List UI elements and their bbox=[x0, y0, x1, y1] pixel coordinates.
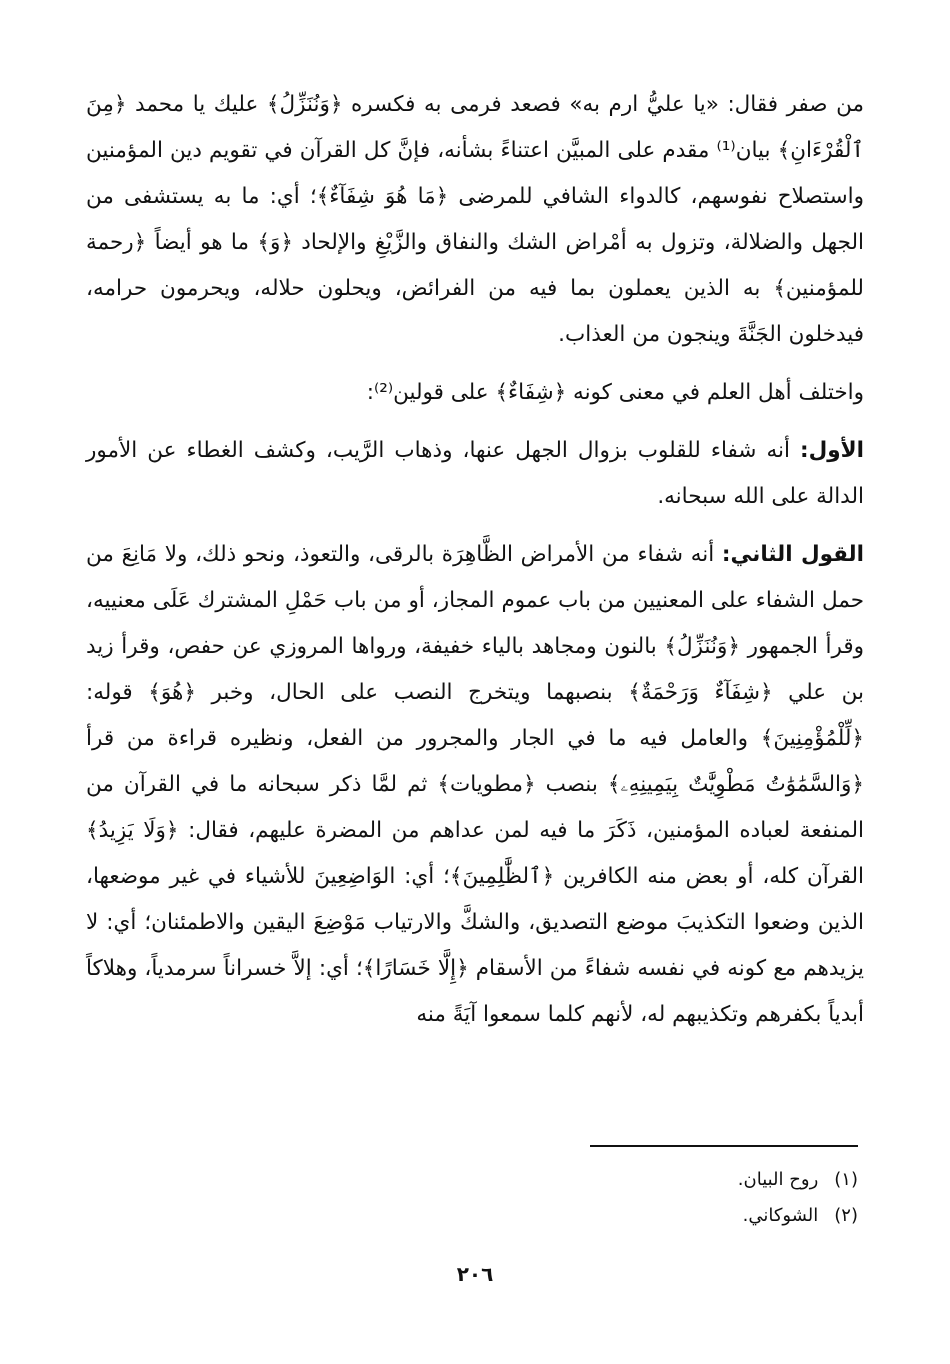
footnote-2-text: الشوكاني. bbox=[742, 1205, 819, 1226]
first-opinion-label: الأول: bbox=[800, 438, 864, 463]
footnote-2-number: (٢) bbox=[834, 1205, 858, 1226]
footnotes bbox=[120, 1162, 858, 1234]
footnote-divider bbox=[590, 1145, 858, 1147]
paragraph-2 bbox=[86, 370, 864, 416]
second-opinion-text: أنه شفاء من الأمراض الظَّاهِرَة بالرقى، والتعوذ، ونحو ذلك، ولا مَانِعَ من حمل الشفاء على المعنيين من باب عموم المجاز، أو من باب حَمْلِ المشترك عَلَى معنييه، وقرأ الجمهور ﴿وَنُنَزِّلُ﴾ بالنون ومجاهد بالياء خفيفة، ورواها المروزي عن حفص، وقرأ زيد بن علي ﴿شِفَآءٌ وَرَحْمَةٌ﴾ بنصبهما ويتخرج النصب على الحال، وخبر ﴿هُوَ﴾ قوله: ﴿لِّلْمُؤْمِنِينَ﴾ والعامل فيه ما في الجار والمجرور من الفعل، ونظيره قراءة من قرأ ﴿وَالسَّمَٰوَٰتُ مَطْوِيَّٰتٌ بِيَمِينِهِۦ﴾ بنصب ﴿مطويات﴾ ثم لمَّا ذكر سبحانه ما في القرآن من المنفعة لعباده المؤمنين، ذَكَرَ ما فيه لمن عداهم من المضرة عليهم، فقال: ﴿وَلَا يَزِيدُ﴾ القرآن كله، أو بعض منه الكافرين ﴿ٱلظَّٰلِمِينَ﴾؛ أي: الوَاضِعِينَ للأشياء في غير موضعها، الذين وضعوا التكذيبَ موضع التصديق، والشكَّ والارتياب مَوْضِعَ اليقين والاطمئنان؛ أي: لا يزيدهم مع كونه في نفسه شفاءً من الأسقام ﴿إِلَّا خَسَارًا﴾؛ أي: إلاَّ خسراناً سرمدياً، وهلاكاً أبدياً بكفرهم وتكذيبهم له، لأنهم كلما سمعوا آيَةً منه bbox=[86, 542, 864, 1027]
footnote-1-number: (١) bbox=[834, 1169, 858, 1190]
footnote-2 bbox=[120, 1198, 858, 1234]
first-opinion-text: أنه شفاء للقلوب بزوال الجهل عنها، وذهاب الرَّيب، وكشف الغطاء عن الأمور الدالة على الله سبحانه. bbox=[86, 438, 864, 509]
footnote-1-text: روح البيان. bbox=[737, 1169, 819, 1190]
paragraph-first-opinion bbox=[86, 428, 864, 520]
paragraph-1 bbox=[86, 82, 864, 358]
footnote-1 bbox=[120, 1162, 858, 1198]
paragraph-second-opinion bbox=[86, 532, 864, 1038]
paragraph-1-text: من صفر فقال: «يا عليُّ ارم به» فصعد فرمى به فكسره ﴿وَنُنَزِّلُ﴾ عليك يا محمد ﴿مِنَ ٱلْقُرْءَانِ﴾ بيان⁽¹⁾ مقدم على المبيَّن اعتناءً بشأنه، فإنَّ كل القرآن في تقويم دين المؤمنين واستصلاح نفوسهم، كالدواء الشافي للمرضى ﴿مَا هُوَ شِفَآءٌ﴾؛ أي: ما به يستشفى من الجهل والضلالة، وتزول به أمْراض الشك والنفاق والزَّيْغِ والإلحاد ﴿وَ﴾ ما هو أيضاً ﴿رحمة للمؤمنين﴾ به الذين يعملون بما فيه من الفرائض، ويحلون حلاله، ويحرمون حرامه، فيدخلون الجَنَّةَ وينجون من العذاب. bbox=[86, 92, 864, 347]
paragraph-2-text: واختلف أهل العلم في معنى كونه ﴿شِفَاءٌ﴾ على قولين⁽²⁾: bbox=[366, 380, 864, 405]
page-number: ٢٠٦ bbox=[456, 1262, 494, 1286]
second-opinion-label: القول الثاني: bbox=[721, 542, 864, 567]
page-body bbox=[86, 82, 864, 1038]
